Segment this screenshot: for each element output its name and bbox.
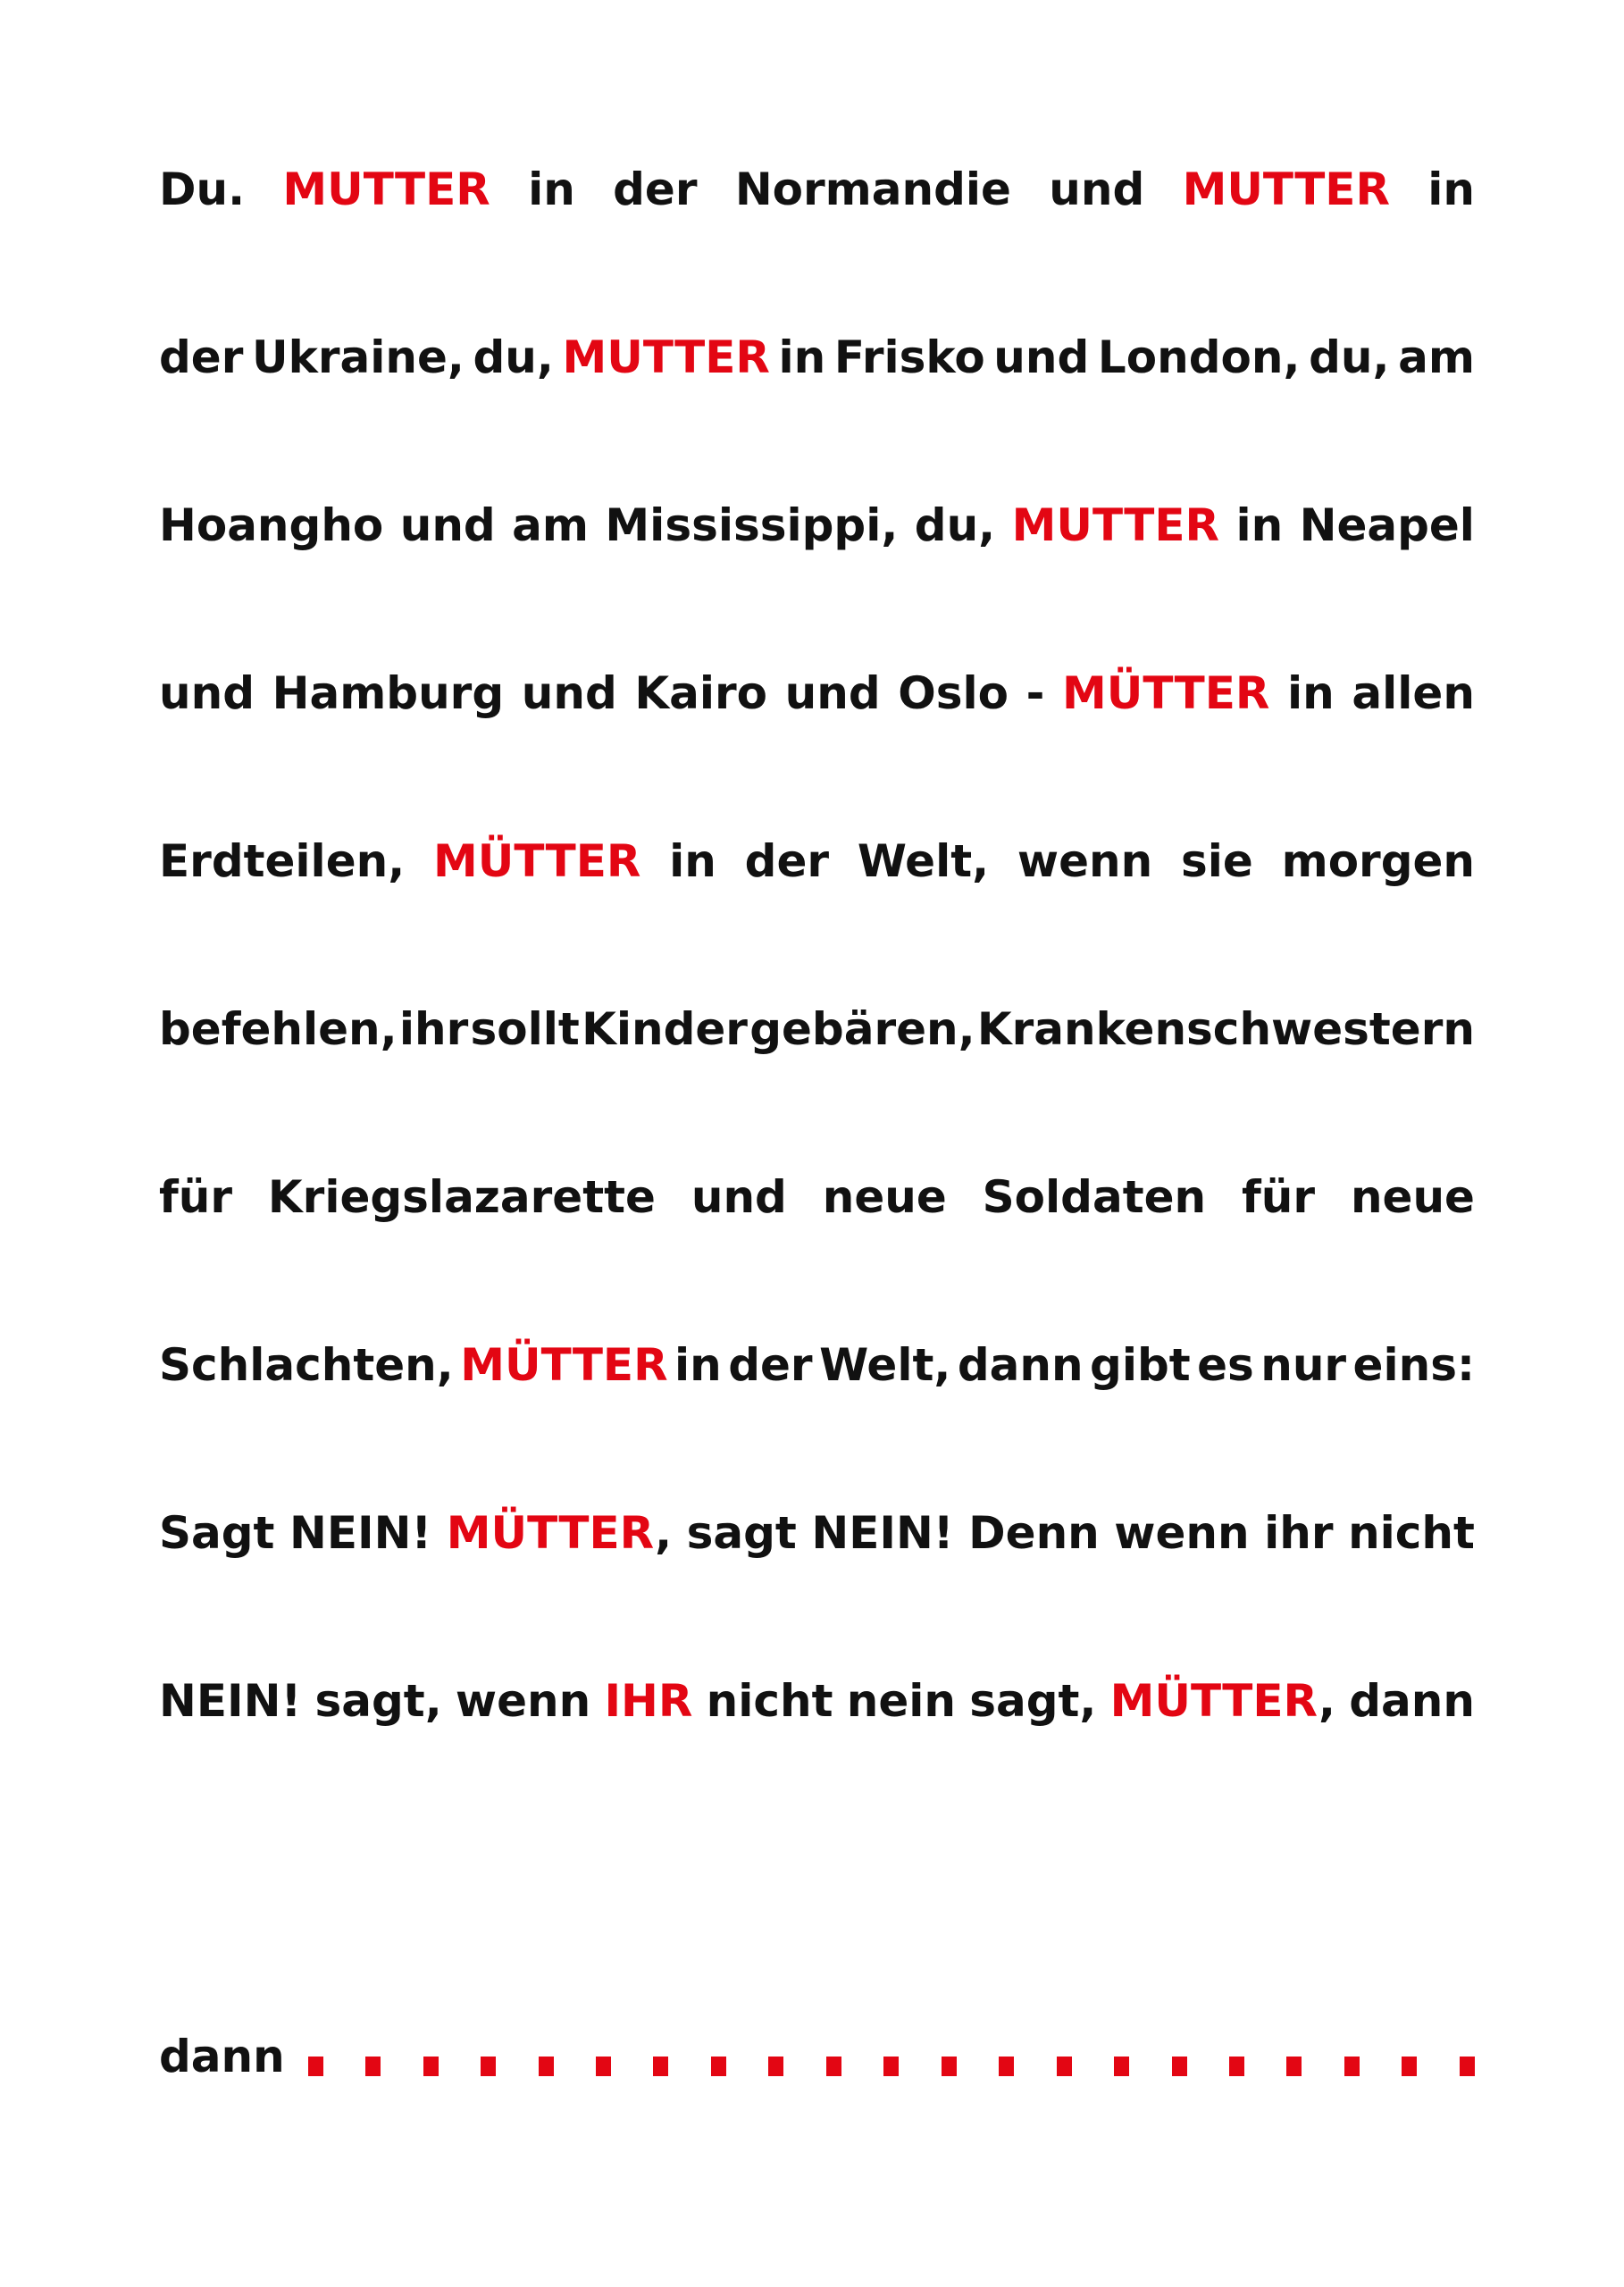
red-dot <box>1172 2057 1187 2076</box>
poem-word <box>315 1665 442 1737</box>
word-text: MUTTER <box>562 331 770 383</box>
word-text: Kriegslazarette <box>267 1171 656 1223</box>
poem-word <box>687 1497 797 1569</box>
poem-line <box>159 322 1475 393</box>
poem-word <box>471 993 580 1065</box>
word-text: London, <box>1097 331 1301 383</box>
poem-word <box>1181 825 1253 897</box>
poem-word <box>1398 322 1475 393</box>
poem-word <box>159 993 398 1065</box>
word-text: - <box>1025 667 1045 719</box>
word-text: am <box>1398 331 1475 383</box>
poem-word <box>1017 825 1152 897</box>
poem-word <box>969 1665 1096 1737</box>
red-dot <box>365 2057 381 2076</box>
red-dot <box>596 2057 611 2076</box>
red-dot <box>481 2057 496 2076</box>
poem-word <box>735 154 1011 225</box>
poem-word <box>1349 1665 1475 1737</box>
poem-word <box>1235 490 1283 561</box>
word-text: der <box>728 1339 813 1391</box>
poem-word <box>728 1329 812 1401</box>
poem-line <box>159 1497 1475 1569</box>
poem-word <box>159 825 405 897</box>
word-text: MÜTTER <box>1062 667 1270 719</box>
poem-word <box>977 993 1475 1065</box>
word-text: in <box>1287 667 1335 719</box>
word-text: Welt, <box>857 835 990 887</box>
poem-word <box>159 1665 301 1737</box>
poem-line <box>159 825 1475 897</box>
poem-word <box>1026 658 1045 729</box>
word-text: wenn <box>1017 835 1153 887</box>
poem-word <box>268 1161 656 1233</box>
poem-word <box>1287 658 1335 729</box>
poem-word <box>745 825 829 897</box>
poem-word <box>605 490 898 561</box>
word-text: nicht <box>706 1675 833 1727</box>
word-text: MÜTTER <box>460 1339 668 1391</box>
word-text: allen <box>1352 667 1475 719</box>
word-text: Denn <box>968 1507 1100 1559</box>
poem-line <box>159 154 1475 225</box>
poem-word <box>289 1497 431 1569</box>
poem-word <box>1090 1329 1191 1401</box>
word-text: ihr <box>398 1003 469 1055</box>
poem-word <box>1300 490 1475 561</box>
poem-word <box>400 490 496 561</box>
poem-word <box>1353 1329 1475 1401</box>
poem-word <box>528 154 575 225</box>
word-text: Sagt <box>159 1507 275 1559</box>
poem-word <box>252 322 465 393</box>
word-text: Normandie <box>734 163 1011 215</box>
poem-word <box>159 1329 454 1401</box>
red-dot <box>1402 2057 1417 2076</box>
poem-word <box>159 658 255 729</box>
poem-word <box>272 658 505 729</box>
poem-line <box>159 490 1475 561</box>
word-text: Schlachten, <box>159 1339 454 1391</box>
highlighted-word <box>1012 490 1219 561</box>
word-text: und <box>993 331 1090 383</box>
red-dot <box>1460 2057 1475 2076</box>
word-text: Du. <box>159 163 246 215</box>
red-dot <box>1057 2057 1072 2076</box>
word-text: Ukraine, <box>252 331 465 383</box>
red-dot <box>1286 2057 1302 2076</box>
word-text: MÜTTER <box>432 835 641 887</box>
word-text: nein <box>846 1675 956 1727</box>
poem-word <box>779 322 826 393</box>
word-text: Kinder <box>582 1003 748 1055</box>
red-dot <box>826 2057 841 2076</box>
red-dot <box>1229 2057 1244 2076</box>
poem-word <box>674 1329 722 1401</box>
word-text: Hoangho <box>159 499 384 551</box>
word-text: ihr <box>1264 1507 1334 1559</box>
red-dot <box>308 2057 323 2076</box>
poem-word <box>1351 1161 1475 1233</box>
word-text: eins: <box>1352 1339 1475 1391</box>
word-text: es <box>1197 1339 1254 1391</box>
highlighted-word <box>563 322 770 393</box>
word-text: nur <box>1260 1339 1347 1391</box>
poem-word <box>785 658 881 729</box>
poem-word <box>1352 658 1475 729</box>
poem-word <box>159 1497 274 1569</box>
red-dot <box>653 2057 668 2076</box>
word-text: NEIN! <box>159 1675 302 1727</box>
word-text: neue <box>822 1171 947 1223</box>
poem-line <box>159 993 1475 1065</box>
word-text: sagt, <box>969 1675 1097 1727</box>
word-text: wenn <box>455 1675 591 1727</box>
poem-word <box>958 1329 1084 1401</box>
poem-word <box>847 1665 956 1737</box>
word-text: du, <box>914 499 996 551</box>
word-text: MUTTER <box>282 163 490 215</box>
poem-word <box>1309 322 1389 393</box>
word-text: und <box>784 667 881 719</box>
word-suffix: , <box>655 1507 673 1559</box>
poem-word <box>159 322 243 393</box>
word-text: befehlen, <box>159 1003 398 1055</box>
word-text: in <box>669 835 716 887</box>
poem-word <box>823 1161 947 1233</box>
word-text: neue <box>1350 1171 1475 1223</box>
word-text: und <box>159 667 255 719</box>
word-text: NEIN! <box>289 1507 432 1559</box>
poem-word <box>749 993 975 1065</box>
word-text: und <box>399 499 496 551</box>
red-dot <box>1344 2057 1360 2076</box>
word-text: in <box>674 1339 722 1391</box>
poem-word <box>1114 1497 1249 1569</box>
poem-word <box>669 825 716 897</box>
highlighted-word <box>433 825 640 897</box>
red-dot <box>768 2057 783 2076</box>
poem-word <box>522 658 617 729</box>
closing-word: dann <box>159 2031 285 2082</box>
poem-word <box>1264 1497 1333 1569</box>
word-text: Hamburg <box>272 667 505 719</box>
word-text: du, <box>473 331 554 383</box>
word-text: für <box>1242 1171 1316 1223</box>
highlighted-word <box>1183 154 1390 225</box>
highlighted-word <box>1110 1665 1335 1737</box>
poem-word <box>858 825 989 897</box>
poem-word <box>983 1161 1206 1233</box>
word-text: Kairo <box>634 667 768 719</box>
word-text: und <box>691 1171 787 1223</box>
red-dot <box>1114 2057 1129 2076</box>
word-text: gebären, <box>749 1003 975 1055</box>
poem-line <box>159 1665 1475 1737</box>
poem-word <box>1348 1497 1475 1569</box>
poem-word <box>634 658 767 729</box>
poem-word <box>159 490 383 561</box>
word-text: IHR <box>604 1675 693 1727</box>
poem-word <box>1049 154 1144 225</box>
word-text: in <box>1235 499 1284 551</box>
closing-line <box>159 2021 1475 2092</box>
highlighted-word <box>1062 658 1269 729</box>
poem-word <box>968 1497 1100 1569</box>
poem-word <box>473 322 554 393</box>
poem-word <box>613 154 697 225</box>
red-dot <box>999 2057 1014 2076</box>
red-dot <box>942 2057 957 2076</box>
word-text: gibt <box>1090 1339 1191 1391</box>
word-text: und <box>521 667 617 719</box>
word-text: in <box>528 163 575 215</box>
red-dot <box>423 2057 439 2076</box>
word-text: MUTTER <box>1182 163 1390 215</box>
word-text: am <box>512 499 589 551</box>
word-text: Frisko <box>833 331 985 383</box>
poem-word <box>898 658 1009 729</box>
poem-word <box>1282 825 1475 897</box>
word-text: der <box>613 163 698 215</box>
poem-word <box>159 1161 232 1233</box>
poem-line <box>159 658 1475 729</box>
word-text: für <box>159 1171 233 1223</box>
poem-word <box>512 490 589 561</box>
ellipsis-dots <box>308 2021 1475 2092</box>
poem-word <box>1098 322 1301 393</box>
word-text: sollt <box>470 1003 580 1055</box>
poem-word <box>993 322 1089 393</box>
highlighted-word <box>447 1497 672 1569</box>
word-text: wenn <box>1114 1507 1250 1559</box>
poem-word <box>915 490 995 561</box>
poem-word <box>456 1665 590 1737</box>
poem-word <box>1197 1329 1254 1401</box>
word-text: und <box>1049 163 1145 215</box>
poem-word <box>691 1161 787 1233</box>
word-text: Neapel <box>1299 499 1475 551</box>
word-text: Soldaten <box>982 1171 1207 1223</box>
poem-word <box>1427 154 1475 225</box>
word-text: sagt, <box>314 1675 442 1727</box>
word-text: Erdteilen, <box>159 835 406 887</box>
word-text: dann <box>1349 1675 1475 1727</box>
poem-word <box>1260 1329 1346 1401</box>
word-text: MÜTTER <box>1109 1675 1318 1727</box>
poem-word <box>707 1665 833 1737</box>
word-text: NEIN! <box>811 1507 954 1559</box>
poem-word <box>811 1497 953 1569</box>
word-text: Mississippi, <box>605 499 899 551</box>
word-text: in <box>778 331 826 383</box>
highlighted-word <box>282 154 490 225</box>
poem-word <box>159 154 245 225</box>
word-text: MÜTTER <box>446 1507 656 1559</box>
poem-word <box>819 1329 950 1401</box>
red-dot <box>711 2057 726 2076</box>
word-text: in <box>1427 163 1475 215</box>
red-dot <box>539 2057 554 2076</box>
poem-word <box>399 993 468 1065</box>
word-suffix: , <box>1318 1675 1335 1727</box>
poem-word <box>582 993 748 1065</box>
word-text: morgen <box>1281 835 1475 887</box>
word-text: du, <box>1309 331 1390 383</box>
word-text: sagt <box>686 1507 797 1559</box>
word-text: nicht <box>1348 1507 1475 1559</box>
word-text: dann <box>957 1339 1084 1391</box>
poem-line <box>159 1329 1475 1401</box>
poem-line <box>159 1161 1475 1233</box>
word-text: der <box>159 331 244 383</box>
poem-word <box>834 322 985 393</box>
word-text: MUTTER <box>1011 499 1219 551</box>
word-text: Oslo <box>898 667 1009 719</box>
red-dot <box>883 2057 899 2076</box>
word-text: der <box>744 835 830 887</box>
highlighted-word <box>460 1329 667 1401</box>
word-text: Welt, <box>819 1339 951 1391</box>
poem-word <box>1242 1161 1315 1233</box>
highlighted-word <box>604 1665 692 1737</box>
word-text: Krankenschwestern <box>976 1003 1475 1055</box>
word-text: sie <box>1181 835 1253 887</box>
